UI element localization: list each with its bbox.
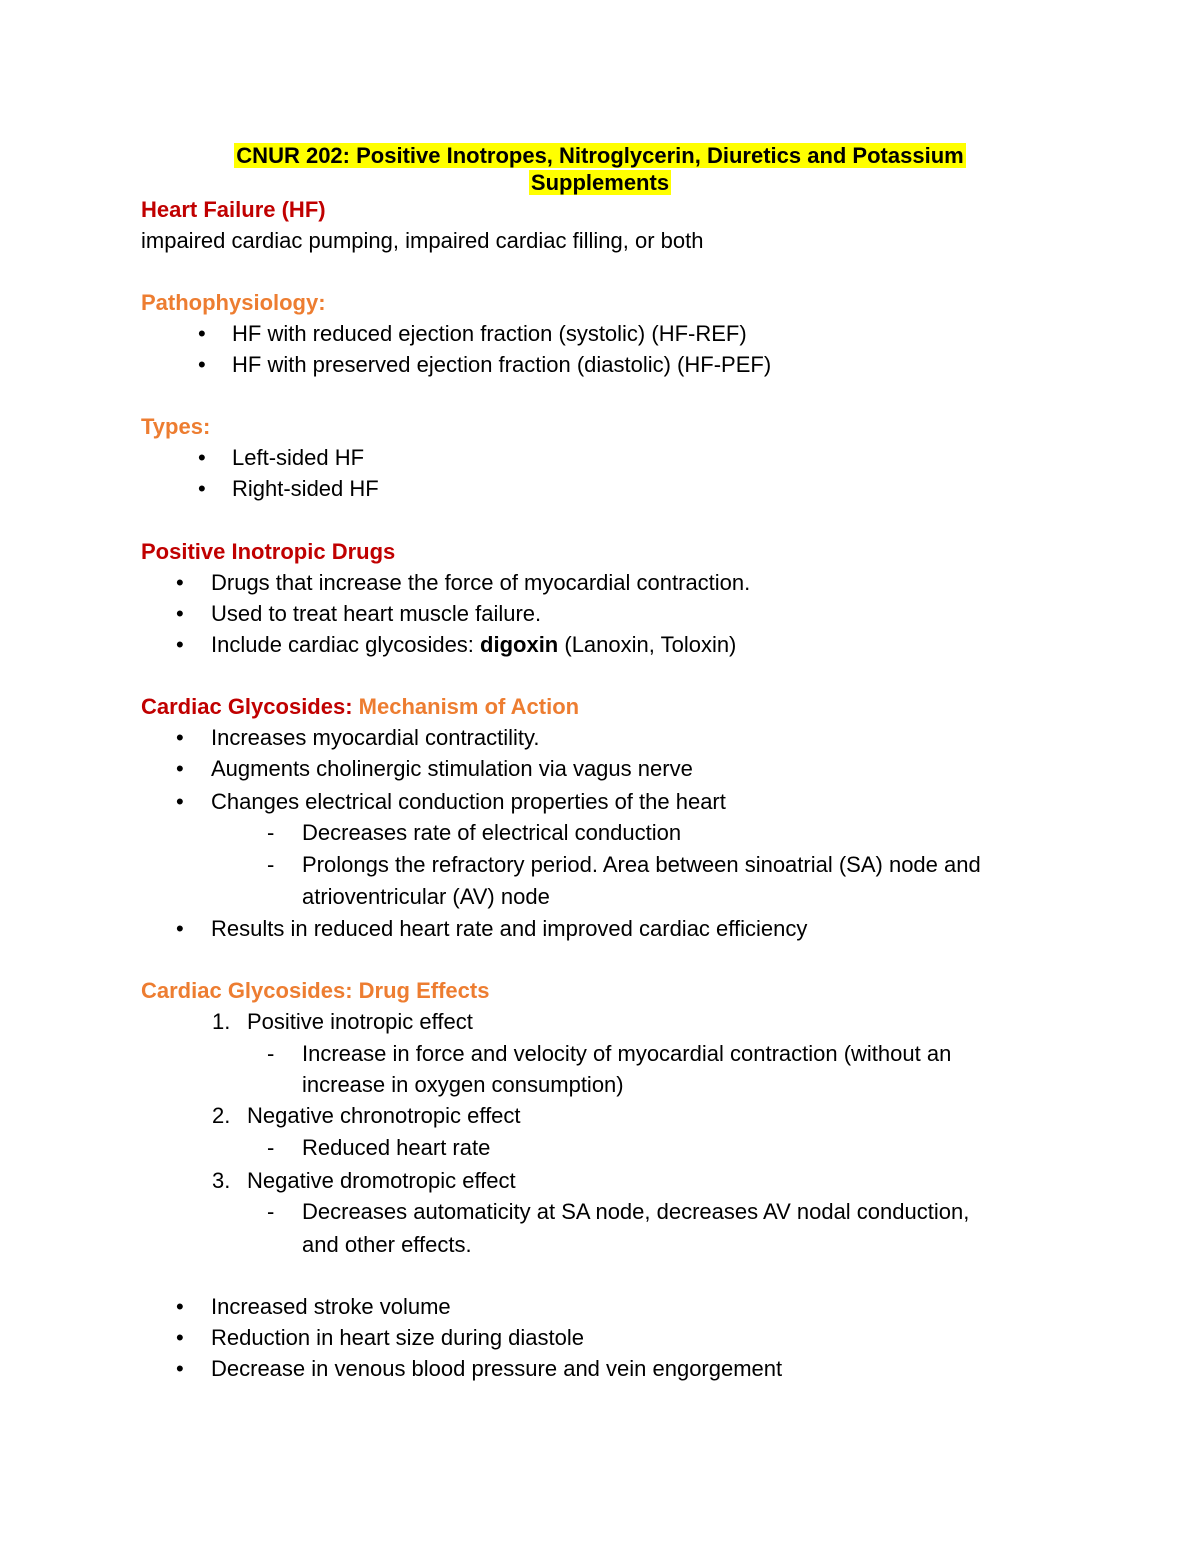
bullet-glyph: • — [176, 1325, 184, 1350]
dash-glyph: - — [267, 1135, 275, 1160]
list-item-text: Left-sided HF — [232, 445, 365, 470]
heading-part-mechanism: Mechanism of Action — [358, 694, 580, 719]
bullet-glyph: • — [176, 789, 184, 814]
bullet-glyph: • — [176, 725, 184, 750]
sub-list-item-text: Reduced heart rate — [302, 1135, 491, 1160]
bullet-glyph: • — [198, 445, 206, 470]
list-item-text: Increased stroke volume — [211, 1294, 451, 1319]
digoxin-brands: (Lanoxin, Toloxin) — [558, 632, 737, 657]
digoxin-prefix: Include cardiac glycosides: — [211, 632, 481, 657]
list-item-text: Right-sided HF — [232, 476, 379, 501]
sub-list-item-text: and other effects. — [302, 1232, 472, 1257]
bullet-glyph: • — [176, 916, 184, 941]
list-item-text: Augments cholinergic stimulation via vagus nerve — [211, 756, 693, 781]
title-line-2: Supplements — [530, 170, 670, 195]
bullet-glyph: • — [176, 1356, 184, 1381]
sub-list-item-text: atrioventricular (AV) node — [302, 884, 550, 909]
sub-list-item-text: Prolongs the refractory period. Area between sinoatrial (SA) node and — [302, 852, 981, 877]
digoxin-drug-name: digoxin — [480, 632, 559, 657]
heading-positive-inotropic-drugs: Positive Inotropic Drugs — [141, 539, 396, 564]
dash-glyph: - — [267, 852, 275, 877]
item-number: 2. — [212, 1103, 231, 1128]
list-item-text: Decrease in venous blood pressure and vein engorgement — [211, 1356, 783, 1381]
list-item-text: Changes electrical conduction properties of the heart — [211, 789, 726, 814]
dash-glyph: - — [267, 1041, 275, 1066]
list-item-text: Results in reduced heart rate and improved cardiac efficiency — [211, 916, 808, 941]
bullet-glyph: • — [176, 601, 184, 626]
heading-part-cardiac-glycosides: Cardiac Glycosides: — [141, 694, 359, 719]
numbered-item-text: Negative chronotropic effect — [247, 1103, 521, 1128]
list-item-text: Increases myocardial contractility. — [211, 725, 540, 750]
list-item-text: Drugs that increase the force of myocardial contraction. — [211, 570, 751, 595]
bullet-glyph: • — [176, 632, 184, 657]
item-number: 1. — [212, 1009, 231, 1034]
bullet-glyph: • — [176, 756, 184, 781]
heading-mechanism-of-action — [141, 691, 579, 722]
title-line-1: CNUR 202: Positive Inotropes, Nitroglycerin, Diuretics and Potassium — [236, 143, 964, 168]
list-item-text: Used to treat heart muscle failure. — [211, 601, 542, 626]
bullet-glyph: • — [176, 570, 184, 595]
item-number: 3. — [212, 1168, 231, 1193]
bullet-glyph: • — [176, 1294, 184, 1319]
numbered-item-text: Positive inotropic effect — [247, 1009, 473, 1034]
heading-heart-failure: Heart Failure (HF) — [141, 197, 326, 222]
hf-definition: impaired cardiac pumping, impaired cardiac filling, or both — [141, 228, 704, 253]
document-title-cont — [0, 169, 1200, 196]
list-item-text: HF with preserved ejection fraction (diastolic) (HF-PEF) — [232, 352, 772, 377]
heading-types: Types: — [141, 414, 211, 439]
list-item-text — [211, 629, 736, 660]
list-item-text: Reduction in heart size during diastole — [211, 1325, 585, 1350]
list-item-text: HF with reduced ejection fraction (systolic) (HF-REF) — [232, 321, 747, 346]
heading-pathophysiology: Pathophysiology: — [141, 290, 326, 315]
sub-list-item-text: Decreases automaticity at SA node, decreases AV nodal conduction, — [302, 1199, 970, 1224]
bullet-glyph: • — [198, 321, 206, 346]
dash-glyph: - — [267, 820, 275, 845]
heading-drug-effects: Cardiac Glycosides: Drug Effects — [141, 978, 490, 1003]
bullet-glyph: • — [198, 476, 206, 501]
sub-list-item-text: increase in oxygen consumption) — [302, 1072, 624, 1097]
sub-list-item-text: Decreases rate of electrical conduction — [302, 820, 682, 845]
sub-list-item-text: Increase in force and velocity of myocardial contraction (without an — [302, 1041, 952, 1066]
bullet-glyph: • — [198, 352, 206, 377]
numbered-item-text: Negative dromotropic effect — [247, 1168, 516, 1193]
document-title — [0, 142, 1200, 169]
dash-glyph: - — [267, 1199, 275, 1224]
